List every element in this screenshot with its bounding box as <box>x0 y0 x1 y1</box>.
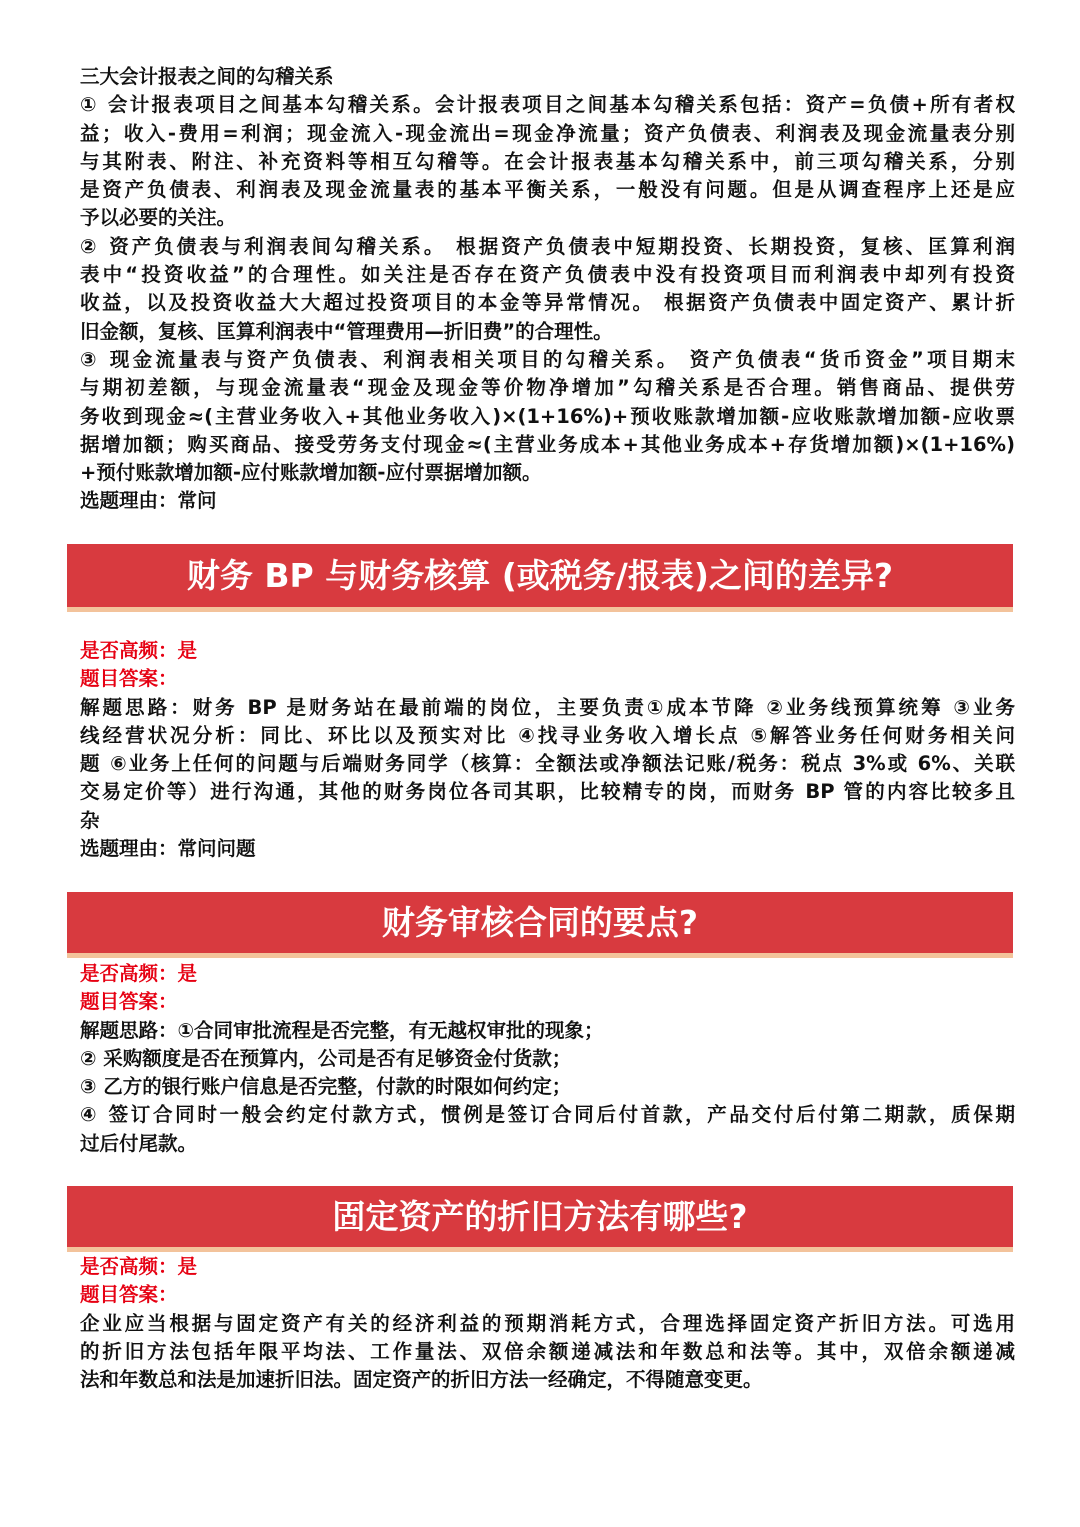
section-body-bp <box>80 637 1015 863</box>
answer-line: 杂 <box>80 808 100 832</box>
section-body-contract <box>80 960 1015 1158</box>
section-banner-contract <box>67 892 1013 958</box>
intro-heading: 三大会计报表之间的勾稽关系 <box>80 65 334 88</box>
answer-label: 题目答案： <box>80 667 178 691</box>
intro-line: 益；收入-费用=利润；现金流入-现金流出=现金净流量；资产负债表、利润表及现金流量表分别 <box>80 121 1015 145</box>
answer-line: 交易定价等）进行沟通，其他的财务岗位各司其职，比较精专的岗，而财务 BP 管的内容比较多且 <box>80 780 1015 804</box>
intro-line: 与期初差额，与现金流量表“现金及现金等价物净增加”勾稽关系是否合理。销售商品、提供劳 <box>80 376 1015 400</box>
section-body-depreciation <box>80 1253 1015 1394</box>
intro-line: ① 会计报表项目之间基本勾稽关系。会计报表项目之间基本勾稽关系包括：资产=负债+所有者权 <box>80 93 1015 117</box>
answer-label: 题目答案： <box>80 990 178 1014</box>
answer-line: 解题思路：①合同审批流程是否完整，有无越权审批的现象； <box>80 1018 604 1042</box>
answer-line: 线经营状况分析：同比、环比以及预实对比 ④找寻业务收入增长点 ⑤解答业务任何财务相关问 <box>80 723 1015 747</box>
section-title: 固定资产的折旧方法有哪些? <box>332 1197 748 1236</box>
intro-line: 予以必要的关注。 <box>80 206 237 230</box>
intro-line: 收益，以及投资收益大大超过投资项目的本金等异常情况。 根据资产负债表中固定资产、累计折 <box>80 291 1015 315</box>
answer-line: ④ 签订合同时一般会约定付款方式，惯例是签订合同后付首款，产品交付后付第二期款，质保期 <box>80 1103 1015 1127</box>
section-banner-bp <box>67 544 1013 612</box>
answer-line: ② 采购额度是否在预算内，公司是否有足够资金付货款； <box>80 1046 572 1070</box>
answer-line: 解题思路：财务 BP 是财务站在最前端的岗位，主要负责①成本节降 ②业务线预算统筹 ③业务 <box>80 695 1015 719</box>
intro-line: 务收到现金≈(主营业务收入+其他业务收入)×(1+16%)+预收账款增加额-应收账款增加额-应收票 <box>80 404 1015 428</box>
intro-line: 表中“投资收益”的合理性。如关注是否存在资产负债表中没有投资项目而利润表中却列有投资 <box>80 263 1015 287</box>
section-title: 财务 BP 与财务核算 (或税务/报表)之间的差异? <box>186 556 894 595</box>
intro-line: ② 资产负债表与利润表间勾稽关系。 根据资产负债表中短期投资、长期投资，复核、匡算利润 <box>80 234 1015 258</box>
frequency-label: 是否高频：是 <box>80 1255 198 1278</box>
answer-line: 过后付尾款。 <box>80 1131 198 1155</box>
answer-line: ③ 乙方的银行账户信息是否完整，付款的时限如何约定； <box>80 1075 572 1099</box>
intro-line: 与其附表、附注、补充资料等相互勾稽等。在会计报表基本勾稽关系中，前三项勾稽关系，分别 <box>80 149 1015 173</box>
intro-line: 旧金额，复核、匡算利润表中“管理费用—折旧费”的合理性。 <box>80 319 613 343</box>
reason-line: 选题理由：常问问题 <box>80 837 256 861</box>
section-banner-depreciation <box>67 1186 1013 1252</box>
answer-line: 法和年数总和法是加速折旧法。固定资产的折旧方法一经确定，不得随意变更。 <box>80 1368 763 1392</box>
intro-line: +预付账款增加额-应付账款增加额-应付票据增加额。 <box>80 461 542 485</box>
intro-reason: 选题理由：常问 <box>80 489 217 513</box>
frequency-label: 是否高频：是 <box>80 639 198 662</box>
frequency-label: 是否高频：是 <box>80 962 198 985</box>
intro-block <box>80 63 1015 516</box>
intro-line: 据增加额；购买商品、接受劳务支付现金≈(主营业务成本+其他业务成本+存货增加额)×(1+16%) <box>80 432 1015 456</box>
answer-line: 企业应当根据与固定资产有关的经济利益的预期消耗方式，合理选择固定资产折旧方法。可选用 <box>80 1311 1015 1335</box>
answer-line: 的折旧方法包括年限平均法、工作量法、双倍余额递减法和年数总和法等。其中，双倍余额递减 <box>80 1339 1015 1363</box>
section-title: 财务审核合同的要点? <box>381 903 699 942</box>
answer-line: 题 ⑥业务上任何的问题与后端财务同学（核算：全额法或净额法记账/税务：税点 3%或 6%、关联 <box>80 752 1015 776</box>
intro-line: 是资产负债表、利润表及现金流量表的基本平衡关系，一般没有问题。但是从调查程序上还是应 <box>80 178 1015 202</box>
intro-line: ③ 现金流量表与资产负债表、利润表相关项目的勾稽关系。 资产负债表“货币资金”项目期末 <box>80 347 1015 371</box>
answer-label: 题目答案： <box>80 1283 178 1307</box>
